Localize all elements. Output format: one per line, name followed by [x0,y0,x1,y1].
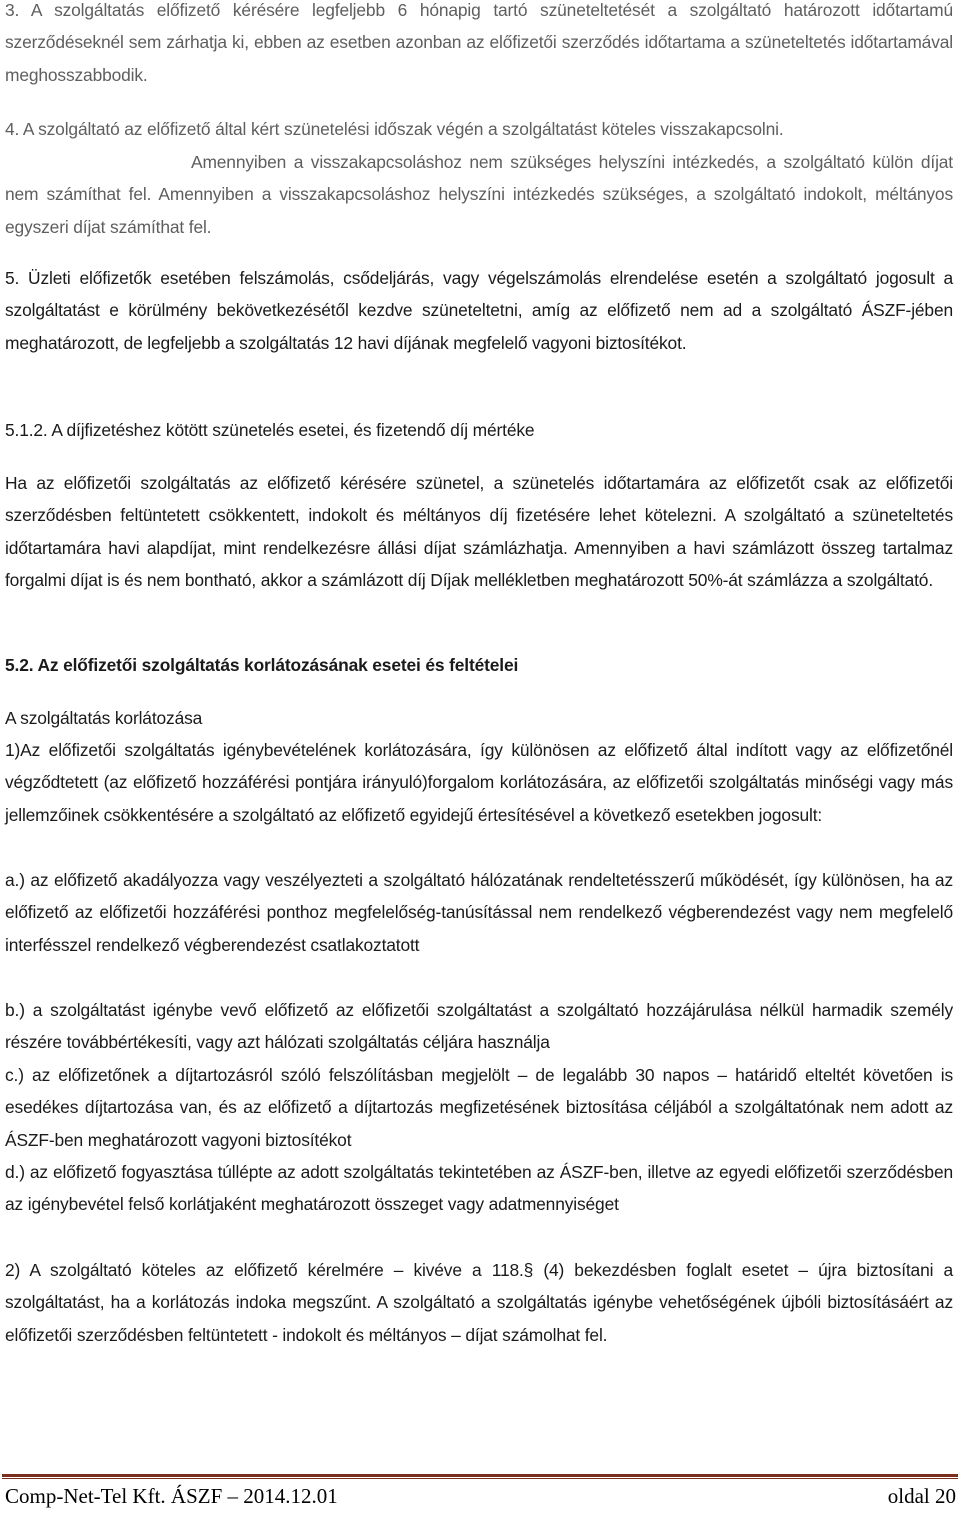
footer-page-number: oldal 20 [887,1484,956,1508]
paragraph-restriction-1: 1)Az előfizetői szolgáltatás igénybevételének korlátozására, így különösen az előfizető által indított vagy az előfizetőnél végződtetett (az előfizető hozzáférési pontjára irányuló)forgalom korlátozására, az előfizetői szolgáltatás minőségi vagy más jellemzőinek csökkentésére a szolgáltató az előfizető egyidejű értesítésével a következő esetekben jogosult: [5,740,953,825]
footer-rule-thin [2,1478,958,1479]
page-footer [0,1470,960,1515]
footer-rule-thick [2,1474,958,1477]
list-item-c: c.) az előfizetőnek a díjtartozásról szóló felszólításban megjelölt – de legalább 30 napos – határidő elteltét követően is esedékes díjtartozása van, és az előfizető a díjtartozás megfizetésének biztosítása céljából a szolgáltatónak nem adott az ÁSZF-ben meghatározott vagyoni biztosítékot [5,1065,953,1150]
paragraph-fee-suspension: Ha az előfizetői szolgáltatás az előfizető kérésére szünetel, a szünetelés időtartamára az előfizetőt csak az előfizetői szerződésben feltüntetett csökkentett, indokolt és méltányos díj fizetésére lehet kötelezni. A szolgáltató a szüneteltetés időtartamára havi alapdíjat, mint rendelkezésre állási díjat számlázhatja. Amennyiben a havi számlázott összeg tartalmaz forgalmi díjat is és nem bontható, akkor a számlázott díj Díjak mellékletben meghatározott 50%-át számlázza a szolgáltató. [5,473,953,590]
paragraph-5: 5. Üzleti előfizetők esetében felszámolás, csődeljárás, vagy végelszámolás elrendelése esetén a szolgáltató jogosult a szolgáltatást e körülmény bekövetkezésétől kezdve szüneteltetni, amíg az előfizető nem ad a szolgáltató ÁSZF-jében meghatározott, de legfeljebb a szolgáltatás 12 havi díjának megfelelő vagyoni biztosítékot. [5,268,953,353]
subheading-restriction: A szolgáltatás korlátozása [5,708,203,728]
paragraph-4-continued: Amennyiben a visszakapcsoláshoz nem szükséges helyszíni intézkedés, a szolgáltató külön díjat nem számíthat fel. Amennyiben a visszakapcsoláshoz helyszíni intézkedés szükséges, a szolgáltató indokolt, méltányos egyszeri díjat számíthat fel. [5,152,953,237]
footer-document-id: Comp-Net-Tel Kft. ÁSZF – 2014.12.01 [5,1484,338,1508]
paragraph-3: 3. A szolgáltatás előfizető kérésére legfeljebb 6 hónapig tartó szüneteltetését a szolgáltató határozott időtartamú szerződéseknél sem zárhatja ki, ebben az esetben azonban az előfizetői szerződés időtartama a szüneteltetés időtartamával meghosszabbodik. [5,0,953,85]
list-item-d: d.) az előfizető fogyasztása túllépte az adott szolgáltatás tekintetében az ÁSZF-ben, illetve az egyedi előfizetői szerződésben az igénybevétel felső korlátjaként meghatározott összeget vagy adatmennyiséget [5,1162,953,1215]
section-heading-5-2: 5.2. Az előfizetői szolgáltatás korlátozásának esetei és feltételei [5,655,519,675]
list-item-b: b.) a szolgáltatást igénybe vevő előfizető az előfizetői szolgáltatást a szolgáltató hozzájárulása nélkül harmadik személy részére továbbértékesíti, vagy azt hálózati szolgáltatás céljára használja [5,1000,953,1053]
paragraph-restriction-2: 2) A szolgáltató köteles az előfizető kérelmére – kivéve a 118.§ (4) bekezdésben foglalt esetet – újra biztosítani a szolgáltatást, ha a korlátozás indoka megszűnt. A szolgáltató a szolgáltatás igénybe vehetőségének újbóli biztosításáért az előfizetői szerződésben feltüntetett - indokolt és méltányos – díjat számolhat fel. [5,1260,953,1345]
paragraph-4: 4. A szolgáltató az előfizető által kért szünetelési időszak végén a szolgáltatást köteles visszakapcsolni. [5,119,784,139]
list-item-a: a.) az előfizető akadályozza vagy veszélyezteti a szolgáltató hálózatának rendeltetésszerű működését, így különösen, ha az előfizető az előfizetői hozzáférési ponthoz megfelelőség-tanúsítással nem rendelkező végberendezést vagy nem megfelelő interfésszel rendelkező végberendezést csatlakoztatott [5,870,953,955]
section-heading-5-1-2: 5.1.2. A díjfizetéshez kötött szünetelés esetei, és fizetendő díj mértéke [5,420,535,440]
